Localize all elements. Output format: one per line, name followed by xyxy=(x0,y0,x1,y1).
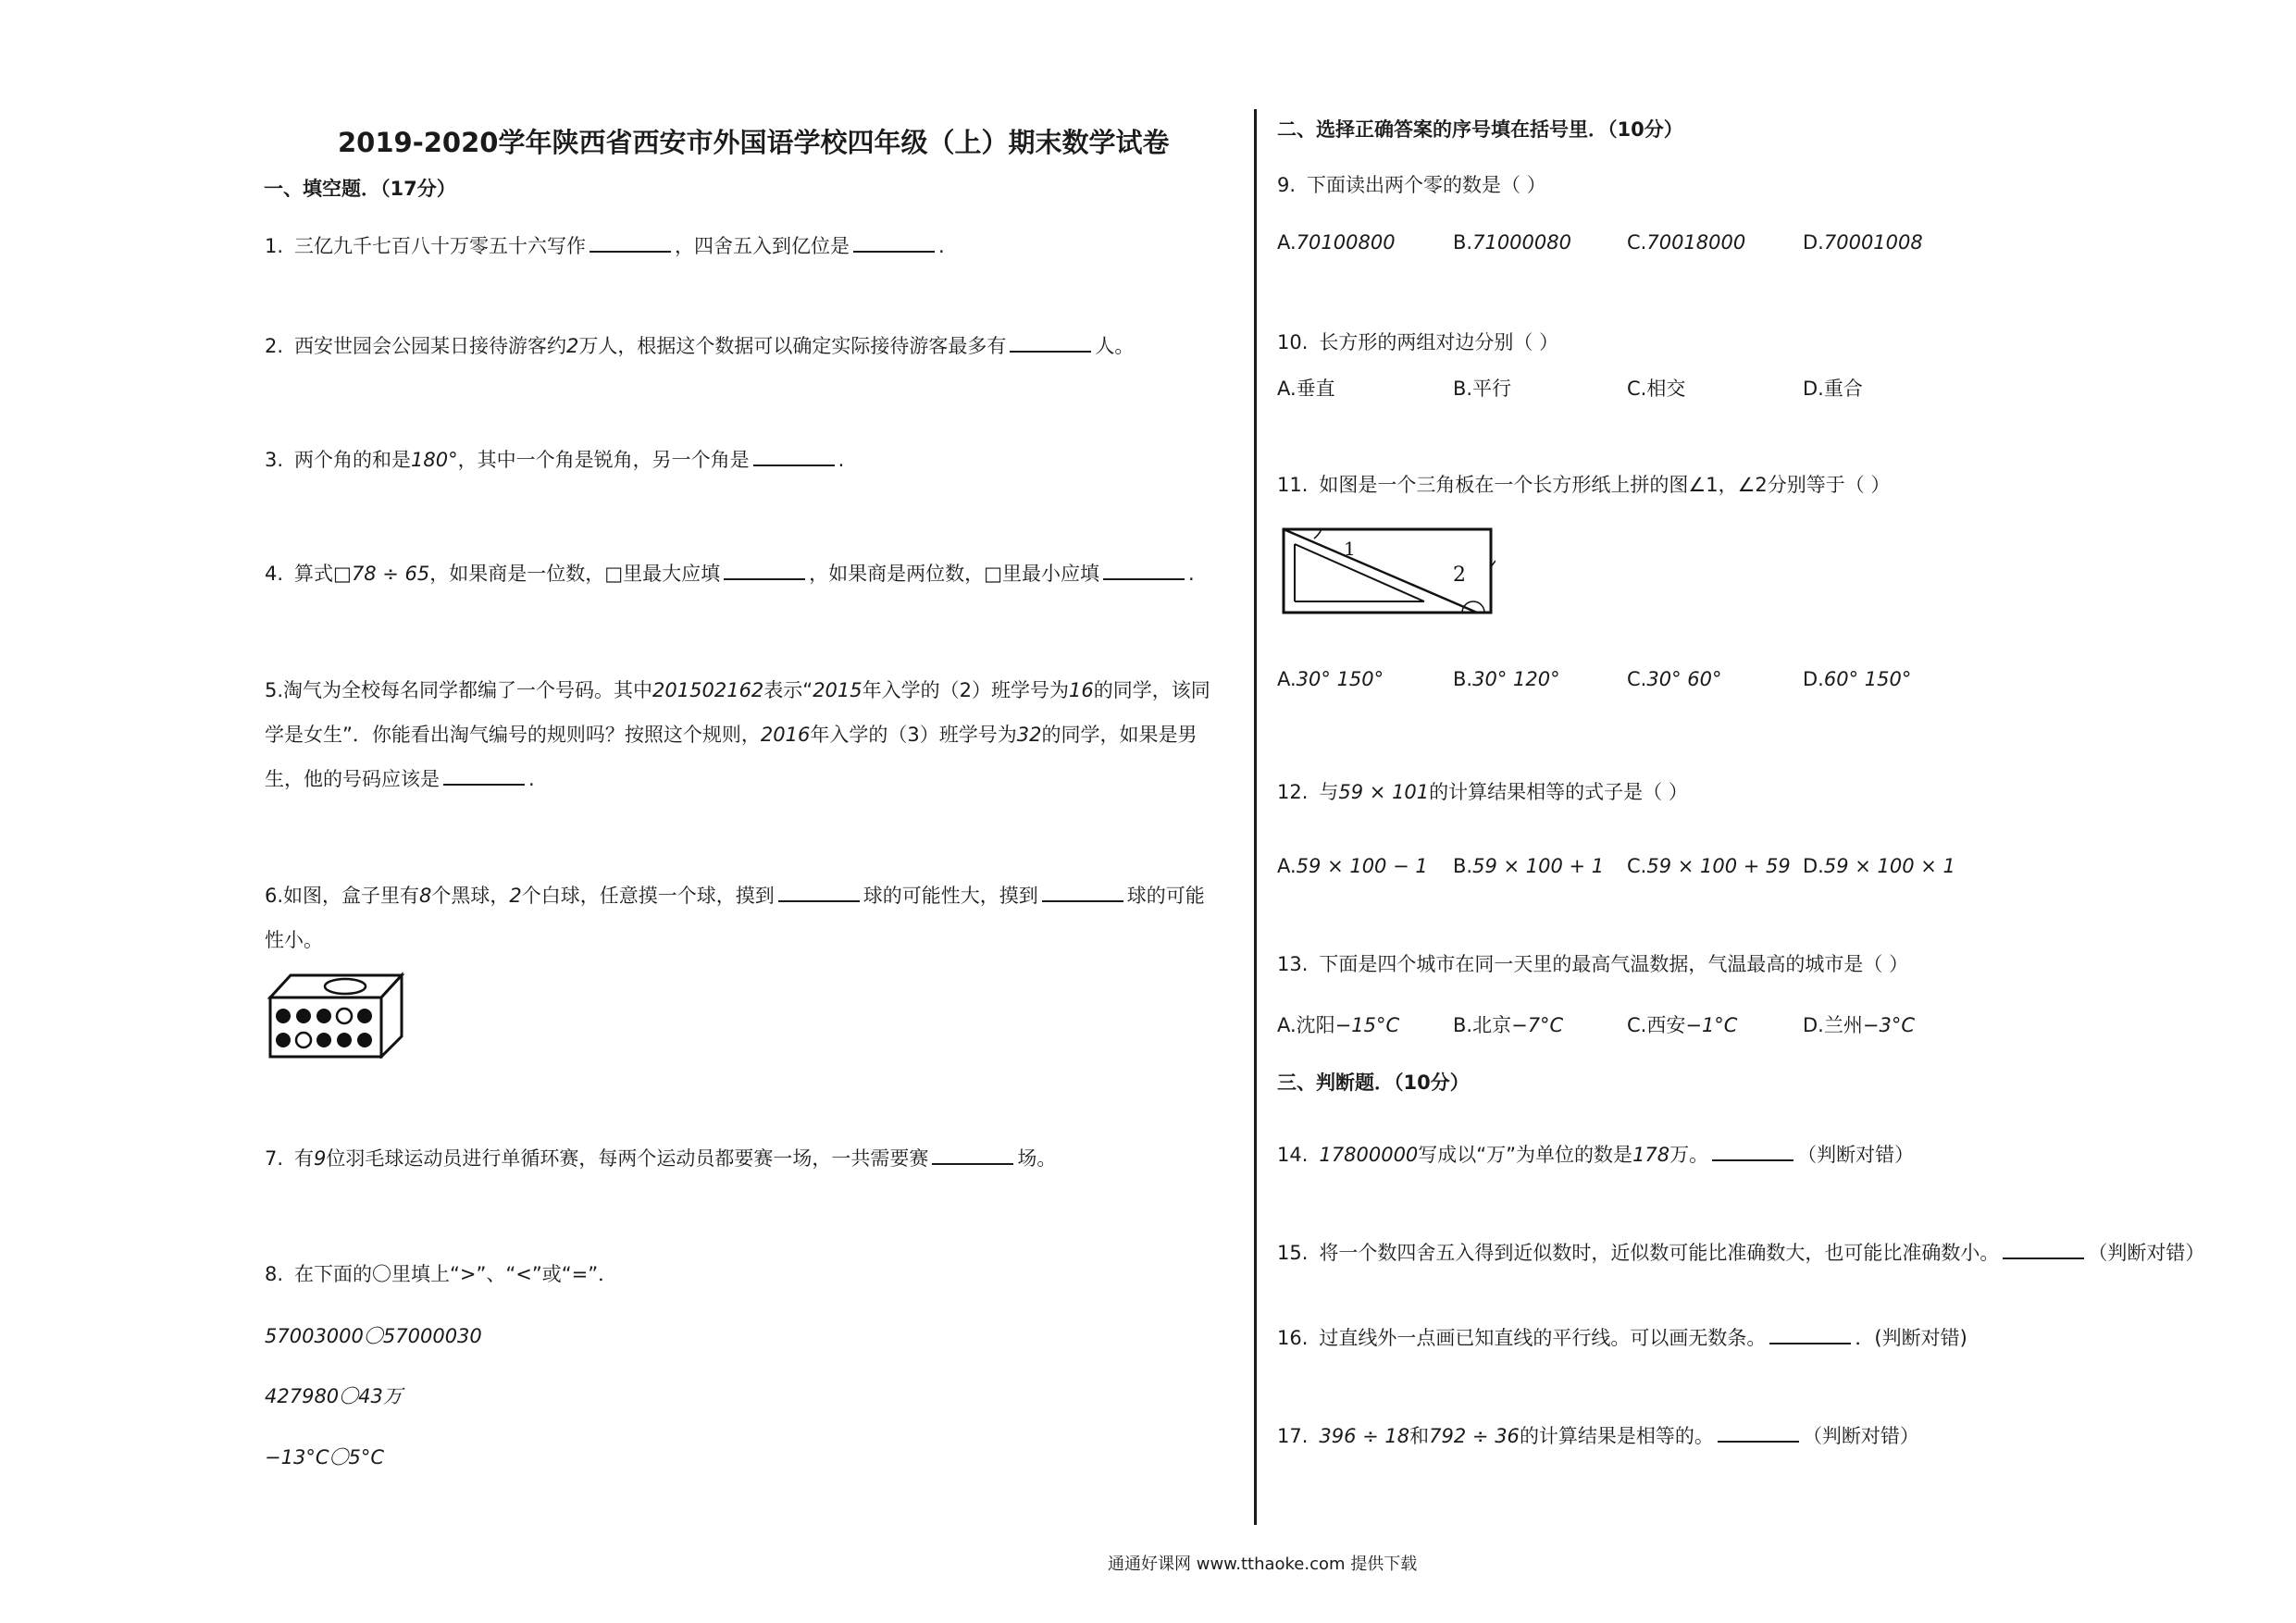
ball-box-figure xyxy=(267,970,405,1059)
answer-blank[interactable] xyxy=(1010,350,1091,353)
option-a[interactable]: A.70100800 xyxy=(1277,231,1396,254)
option-b[interactable]: B.北京−7°C xyxy=(1453,1014,1564,1036)
option-c[interactable]: C.相交 xyxy=(1627,378,1686,400)
section-1-title: 一、填空题．（17分） xyxy=(264,178,456,200)
question-7: 7. 有9位羽毛球运动员进行单循环赛，每两个运动员都要赛一场，一共需要赛 场。 xyxy=(265,1147,1057,1170)
question-4: 4. 算式□78 ÷ 65，如果商是一位数，□里最大应填 ，如果商是两位数，□里最小应填 . xyxy=(265,563,1195,585)
question-3: 3. 两个角的和是180°，其中一个角是锐角，另一个角是 . xyxy=(265,449,845,471)
question-8: 8. 在下面的〇里填上“>”、“<”或“=”． xyxy=(265,1263,618,1285)
option-b[interactable]: B.59 × 100 + 1 xyxy=(1453,855,1605,877)
question-10: 10. 长方形的两组对边分别（ ） xyxy=(1277,331,1559,353)
question-16: 16. 过直线外一点画已知直线的平行线。可以画无数条。 ．(判断对错) xyxy=(1277,1327,1967,1349)
section-3-title: 三、判断题．（10分） xyxy=(1277,1072,1470,1094)
footer-credit: 通通好课网 www.tthaoke.com 提供下载 xyxy=(1108,1555,1418,1574)
answer-blank[interactable] xyxy=(1042,899,1123,902)
option-a[interactable]: A.59 × 100 − 1 xyxy=(1277,855,1428,877)
answer-blank[interactable] xyxy=(1103,577,1185,580)
question-9: 9. 下面读出两个零的数是（ ） xyxy=(1277,174,1546,196)
option-c[interactable]: C.西安−1°C xyxy=(1627,1014,1738,1036)
answer-blank[interactable] xyxy=(590,250,671,253)
page-title: 2019-2020学年陕西省西安市外国语学校四年级（上）期末数学试卷 xyxy=(338,127,1170,158)
option-a[interactable]: A.垂直 xyxy=(1277,378,1335,400)
section-2-title: 二、选择正确答案的序号填在括号里．（10分） xyxy=(1277,118,1683,141)
answer-blank[interactable] xyxy=(853,250,935,253)
answer-blank[interactable] xyxy=(778,899,860,902)
option-a[interactable]: A.30° 150° xyxy=(1277,668,1384,690)
question-17: 17. 396 ÷ 18和792 ÷ 36的计算结果是相等的。 （判断对错） xyxy=(1277,1425,1919,1447)
question-8-line-2: 427980〇43万 xyxy=(265,1385,403,1407)
option-c[interactable]: C.59 × 100 + 59 xyxy=(1627,855,1791,877)
question-5: 5.淘气为全校每名同学都编了一个号码。其中201502162表示“2015年入学的（2）班学号为16的同学，该同 学是女生”．你能看出淘气编号的规则吗？按照这个规则，2016年入学的（3）班学号为32的同学，如果是男 生，他的号码应该是 . xyxy=(265,679,1210,790)
option-b[interactable]: B.30° 120° xyxy=(1453,668,1560,690)
answer-blank[interactable] xyxy=(443,783,525,786)
option-b[interactable]: B.平行 xyxy=(1453,378,1512,400)
question-14: 14. 17800000写成以“万”为单位的数是178万。 （判断对错） xyxy=(1277,1144,1915,1166)
answer-blank[interactable] xyxy=(932,1162,1013,1165)
question-12: 12. 与59 × 101的计算结果相等的式子是（ ） xyxy=(1277,781,1688,803)
question-2: 2. 西安世园会公园某日接待游客约2万人，根据这个数据可以确定实际接待游客最多有 人。 xyxy=(265,335,1135,357)
option-a[interactable]: A.沈阳−15°C xyxy=(1277,1014,1400,1036)
question-8-line-3: −13°C〇5°C xyxy=(265,1446,385,1468)
angle-2-label: 2 xyxy=(1453,564,1466,587)
answer-blank[interactable] xyxy=(1769,1342,1851,1344)
answer-blank[interactable] xyxy=(724,577,805,580)
question-1: 1. 三亿九千七百八十万零五十六写作 ，四舍五入到亿位是 . xyxy=(265,235,945,257)
question-15: 15. 将一个数四舍五入得到近似数时，近似数可能比准确数大，也可能比准确数小。 （判断对错） xyxy=(1277,1242,2205,1264)
question-8-line-1: 57003000〇57000030 xyxy=(265,1325,482,1347)
option-d[interactable]: D.兰州−3°C xyxy=(1803,1014,1915,1036)
answer-blank[interactable] xyxy=(1718,1440,1799,1443)
option-d[interactable]: D.59 × 100 × 1 xyxy=(1803,855,1955,877)
option-b[interactable]: B.71000080 xyxy=(1453,231,1571,254)
option-c[interactable]: C.70018000 xyxy=(1627,231,1746,254)
question-13: 13. 下面是四个城市在同一天里的最高气温数据，气温最高的城市是（ ） xyxy=(1277,953,1909,975)
question-6: 6.如图，盒子里有8个黑球，2个白球，任意摸一个球，摸到 球的可能性大，摸到 球的可能 性小。 xyxy=(265,885,1205,951)
answer-blank[interactable] xyxy=(1712,1158,1793,1161)
answer-blank[interactable] xyxy=(753,464,835,466)
answer-blank[interactable] xyxy=(2003,1257,2084,1259)
option-d[interactable]: D.重合 xyxy=(1803,378,1863,400)
column-divider xyxy=(1254,109,1257,1525)
option-d[interactable]: D.60° 150° xyxy=(1803,668,1912,690)
option-c[interactable]: C.30° 60° xyxy=(1627,668,1722,690)
question-11: 11. 如图是一个三角板在一个长方形纸上拼的图∠1，∠2分别等于（ ） xyxy=(1277,474,1891,496)
option-d[interactable]: D.70001008 xyxy=(1803,231,1923,254)
angle-1-label: 1 xyxy=(1344,538,1356,560)
question-number: 1. xyxy=(265,235,284,257)
triangle-ruler-figure xyxy=(1281,524,1496,616)
